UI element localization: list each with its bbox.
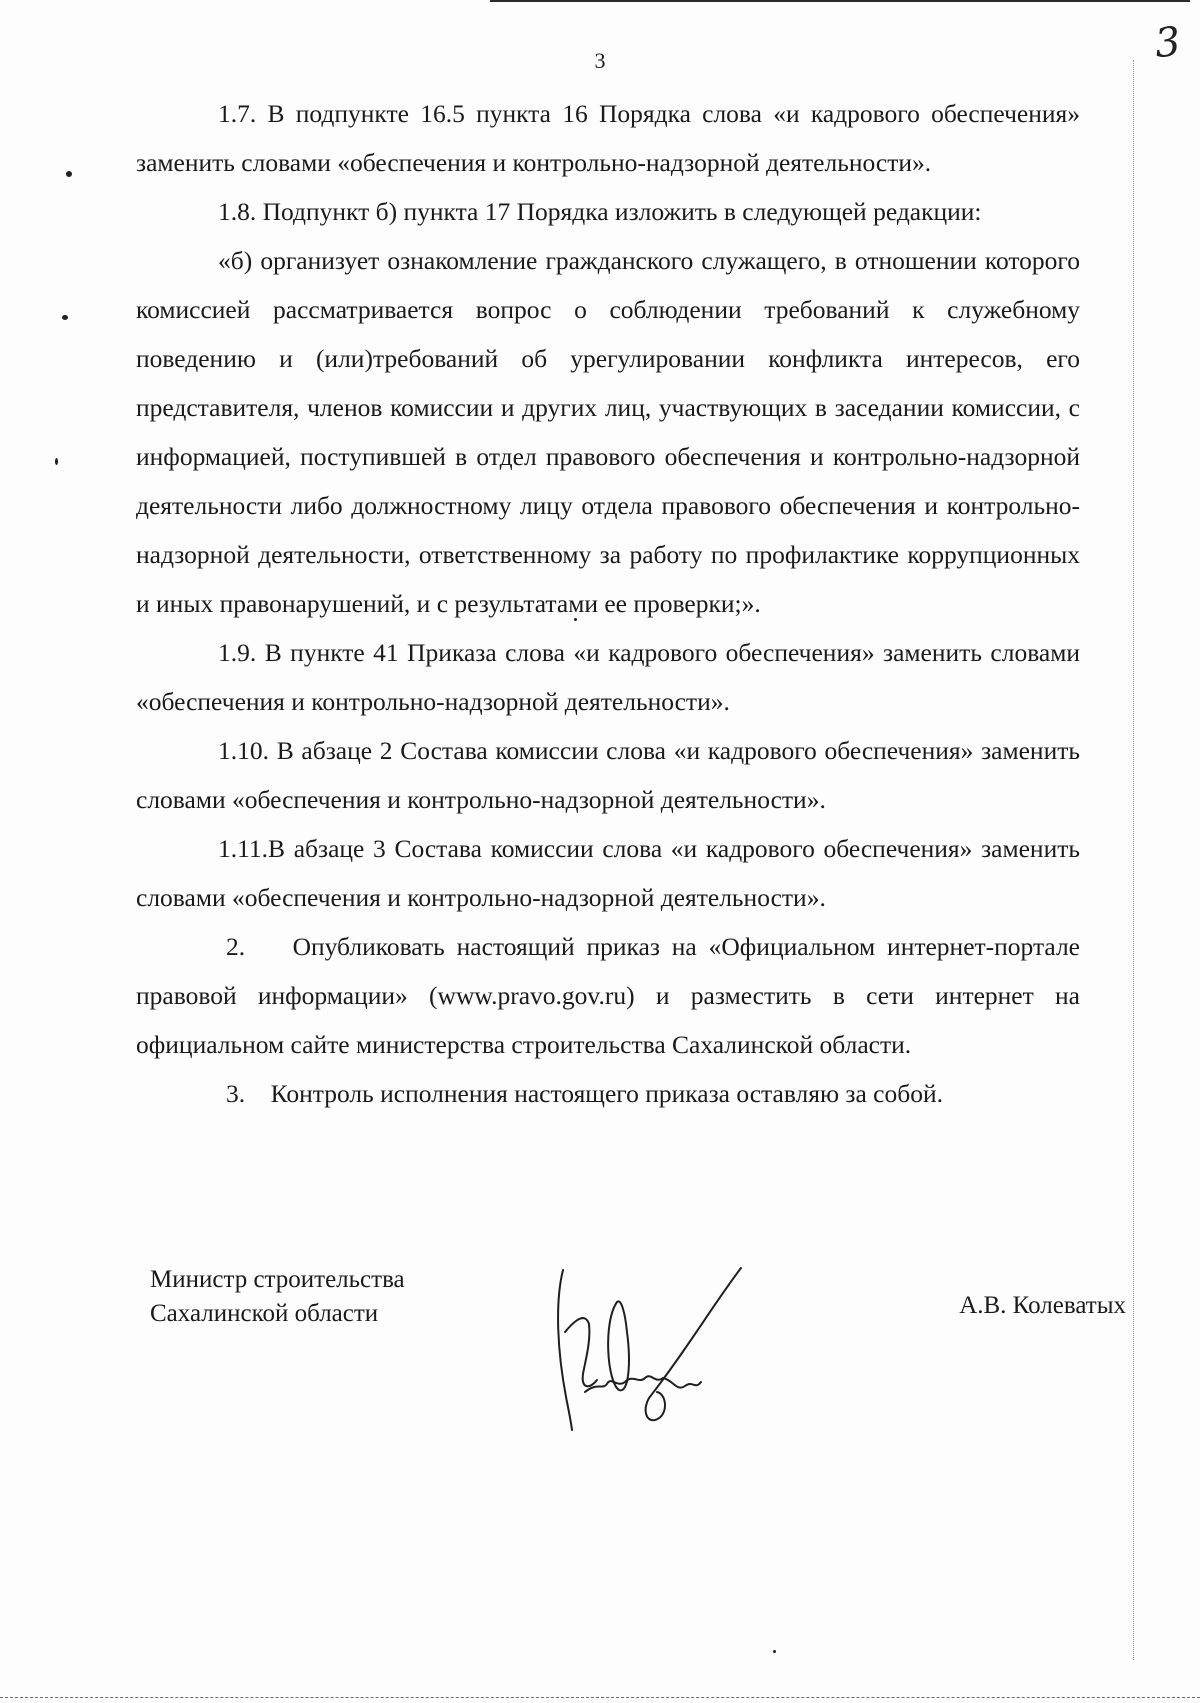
paragraph-1-10: 1.10. В абзаце 2 Состава комиссии слова «и кадрового обеспечения» заменить словами «обеспечения и контрольно-надзорной деятельности». bbox=[136, 736, 1080, 814]
handwritten-signature bbox=[545, 1262, 745, 1442]
paragraph-1-9: 1.9. В пункте 41 Приказа слова «и кадрового обеспечения» заменить словами «обеспечения и контрольно-надзорной деятельности». bbox=[136, 638, 1080, 716]
signatory-name: А.В. Колеватых bbox=[959, 1292, 1126, 1319]
signatory-position-line-1: Министр строительства bbox=[150, 1266, 405, 1293]
signatory-position-line-2: Сахалинской области bbox=[150, 1300, 379, 1327]
handwritten-page-number: 3 bbox=[1152, 18, 1183, 68]
page-number: 3 bbox=[594, 48, 606, 73]
document-body bbox=[136, 89, 1087, 1118]
top-edge-rule bbox=[490, 0, 1190, 2]
bottom-edge-rule bbox=[0, 1697, 1200, 1699]
scan-speck bbox=[574, 618, 577, 621]
paragraph-3: 3. Контроль исполнения настоящего приказа оставляю за собой. bbox=[226, 1079, 943, 1108]
paragraph-1-8-quote: «б) организует ознакомление гражданского служащего, в отношении которого комиссией рассматривается вопрос о соблюдении требований к служебному поведению и (или)требований об урегулировании конфликта интересов, его представителя, членов комиссии и других лиц, участвующих в заседании комиссии, с информацией, поступившей в отдел правового обеспечения и контрольно-надзорной деятельности либо должностному лицу отдела правового обеспечения и контрольно-надзорной деятельности, ответственному за работу по профилактике коррупционных и иных правонарушений, и с результатами ее проверки;». bbox=[136, 246, 1080, 618]
paragraph-1-7: 1.7. В подпункте 16.5 пункта 16 Порядка слова «и кадрового обеспечения» заменить словами «обеспечения и контрольно-надзорной деятельности». bbox=[136, 99, 1080, 177]
scan-speck bbox=[773, 1650, 776, 1653]
scan-edge-line bbox=[1133, 60, 1134, 1660]
paragraph-1-11: 1.11.В абзаце 3 Состава комиссии слова «и кадрового обеспечения» заменить словами «обеспечения и контрольно-надзорной деятельности». bbox=[136, 834, 1080, 912]
paragraph-2: 2. Опубликовать настоящий приказ на «Официальном интернет-портале правовой информации» (www.pravo.gov.ru) и разместить в сети интернет на официальном сайте министерства строительства Сахалинской области. bbox=[136, 932, 1087, 1059]
scan-speck bbox=[66, 171, 72, 177]
scan-speck bbox=[62, 315, 68, 320]
paragraph-1-8: 1.8. Подпункт б) пункта 17 Порядка изложить в следующей редакции: bbox=[218, 197, 982, 226]
signatory-position bbox=[150, 1263, 405, 1331]
scan-speck bbox=[55, 458, 58, 465]
